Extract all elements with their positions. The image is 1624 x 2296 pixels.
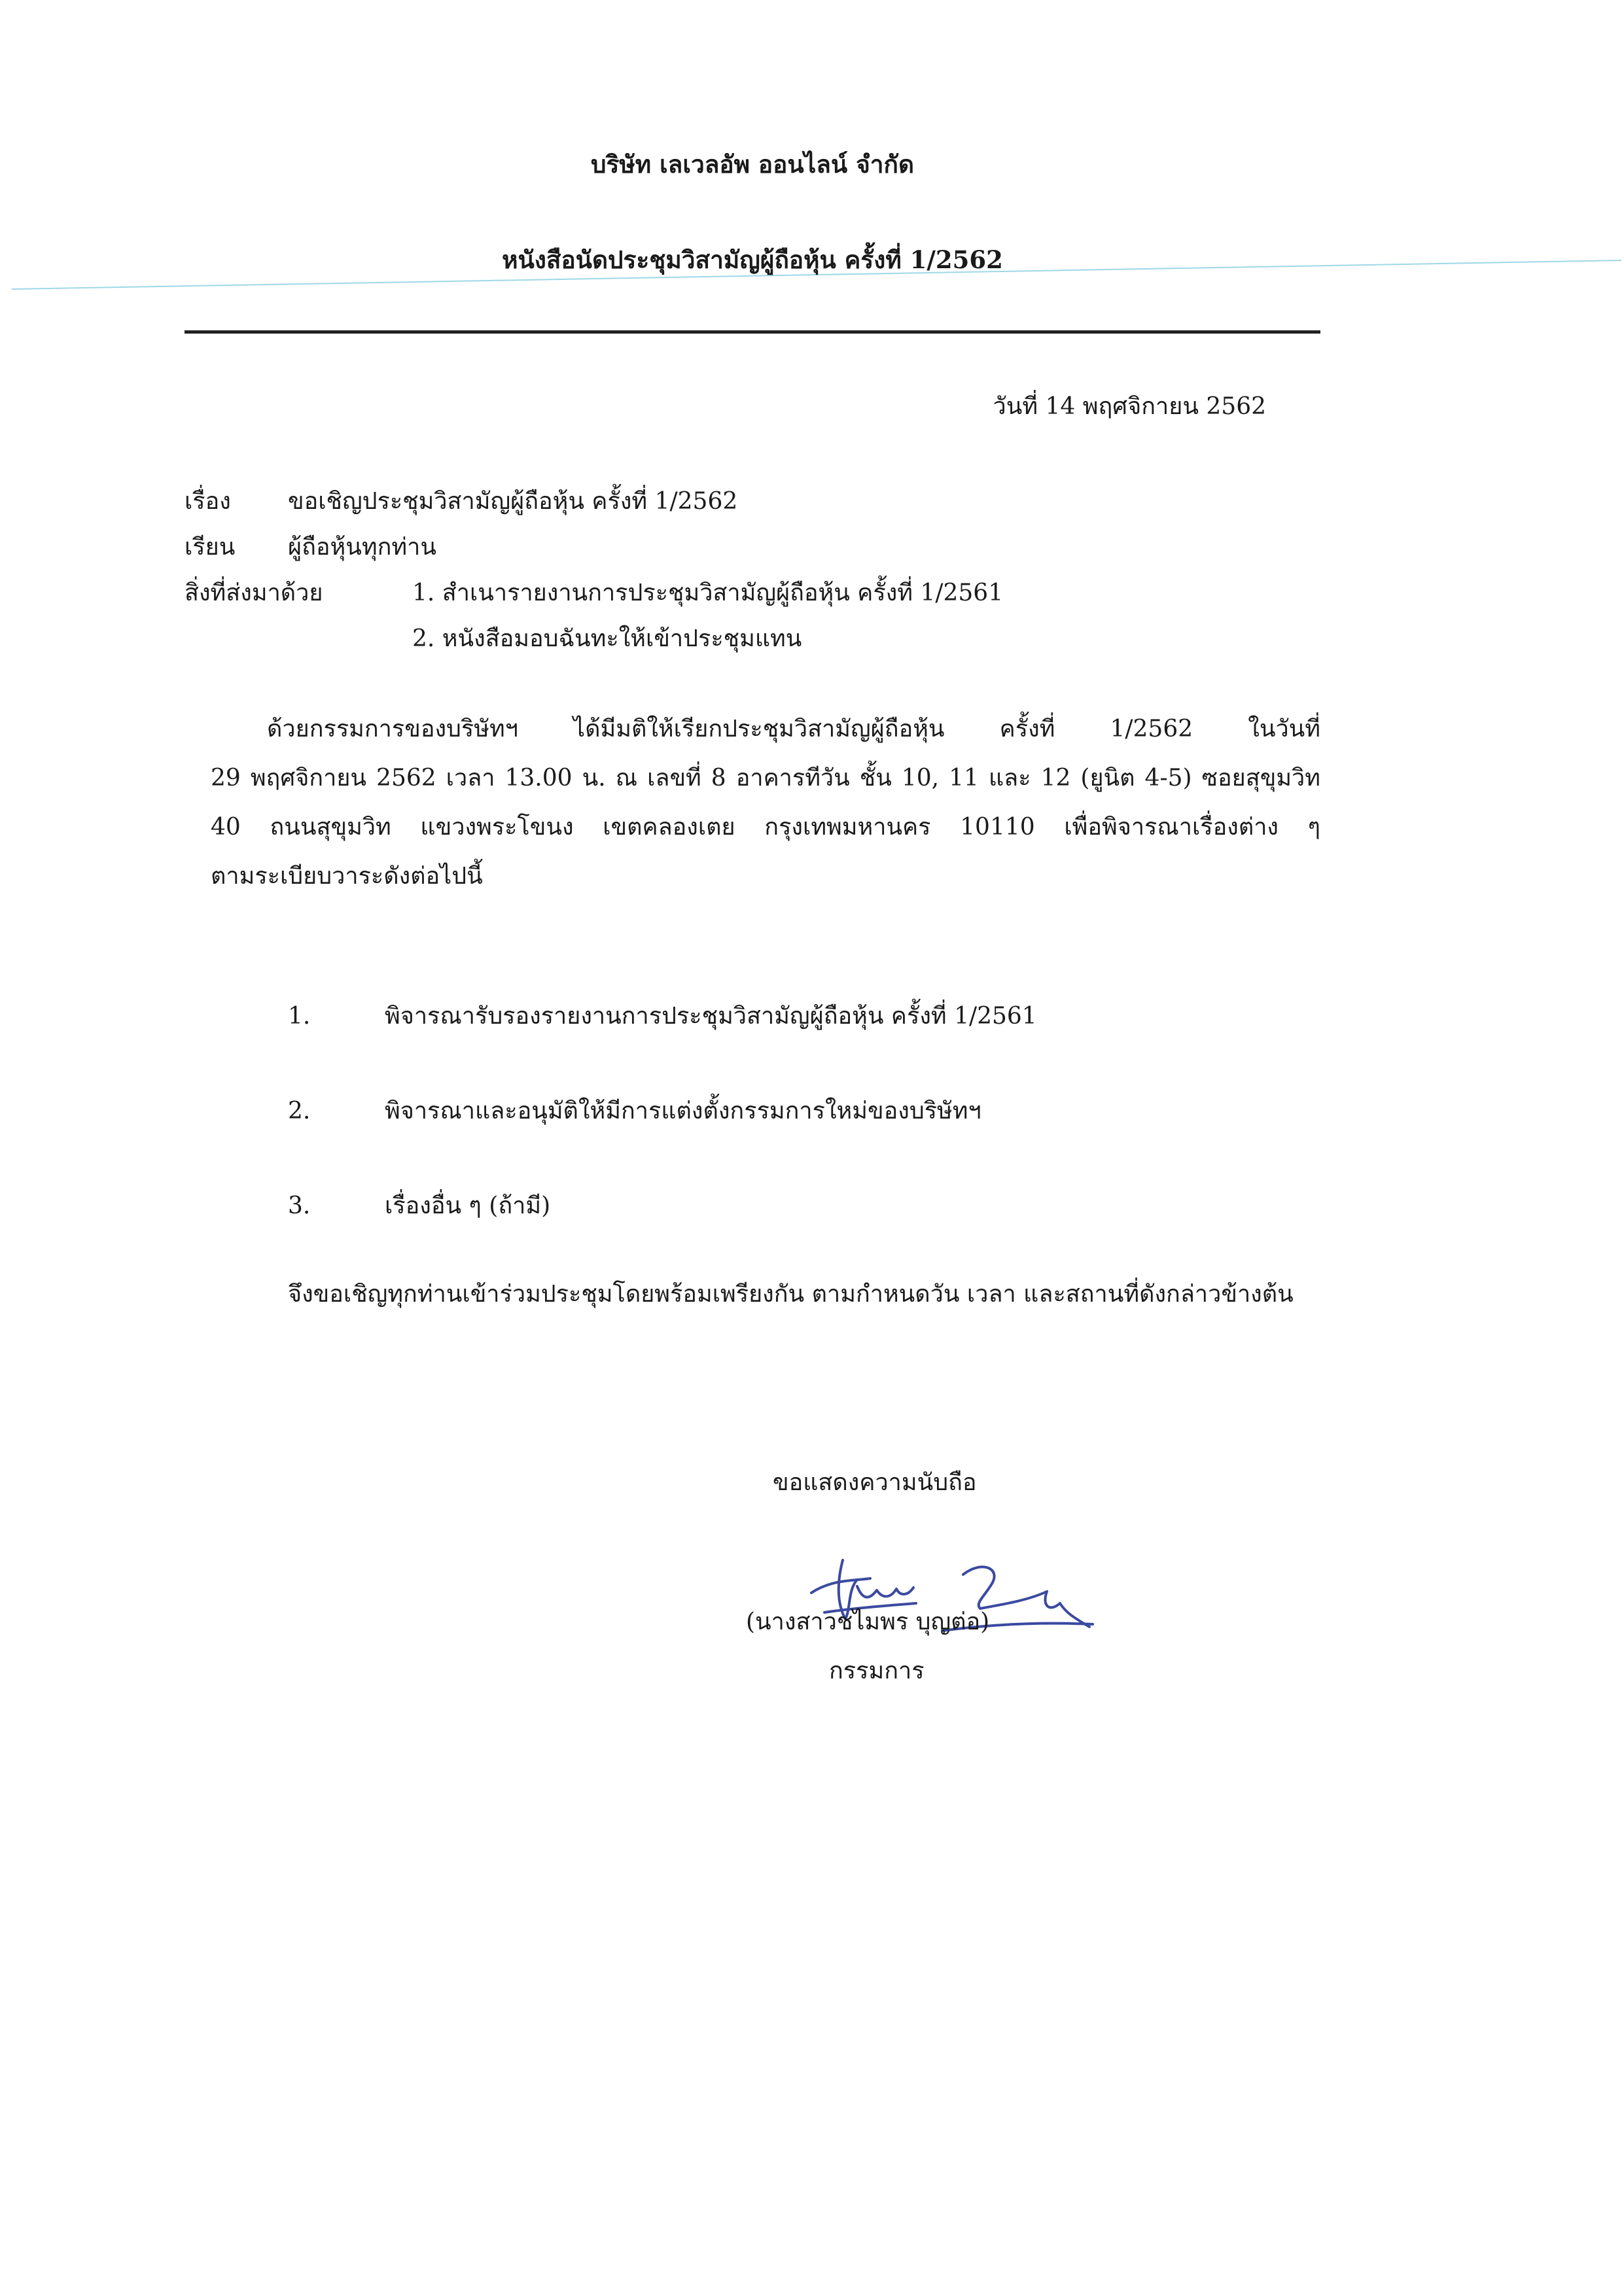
body-paragraph-line: 40 ถนนสุขุมวิท แขวงพระโขนง เขตคลองเตย กรุงเทพมหานคร 10110 เพื่อพิจารณาเรื่องต่าง ๆ [211, 814, 1320, 841]
enclosure-item: 2. หนังสือมอบฉันทะให้เข้าประชุมแทน [412, 625, 802, 652]
agenda-item-number: 1. [288, 1003, 311, 1030]
agenda-item-text: พิจารณาและอนุมัติให้มีการแต่งตั้งกรรมการใหม่ของบริษัทฯ [385, 1098, 981, 1124]
agenda-item-text: พิจารณารับรองรายงานการประชุมวิสามัญผู้ถือหุ้น ครั้งที่ 1/2561 [385, 1003, 1037, 1030]
recipient-label: เรียน [185, 534, 236, 561]
document-title: หนังสือนัดประชุมวิสามัญผู้ถือหุ้น ครั้งที่ 1/2562 [502, 245, 1003, 274]
body-paragraph-line: ตามระเบียบวาระดังต่อไปนี้ [211, 863, 483, 890]
agenda-item-number: 2. [288, 1098, 311, 1124]
regards-line: ขอแสดงความนับถือ [773, 1469, 977, 1496]
agenda-item-number: 3. [288, 1192, 311, 1219]
closing-sentence: จึงขอเชิญทุกท่านเข้าร่วมประชุมโดยพร้อมเพรียงกัน ตามกำหนดวัน เวลา และสถานที่ดังกล่าวข้างต้น [288, 1281, 1294, 1308]
company-name: บริษัท เลเวลอัพ ออนไลน์ จำกัด [590, 150, 914, 179]
body-paragraph-line: ด้วยกรรมการของบริษัทฯ ได้มีมติให้เรียกประชุมวิสามัญผู้ถือหุ้น ครั้งที่ 1/2562 ในวันที่ [267, 716, 1320, 742]
document-date: วันที่ 14 พฤศจิกายน 2562 [993, 393, 1266, 420]
signer-title: กรรมการ [829, 1658, 925, 1684]
subject-text: ขอเชิญประชุมวิสามัญผู้ถือหุ้น ครั้งที่ 1/2562 [288, 488, 738, 515]
subject-label: เรื่อง [185, 488, 231, 515]
header-divider [185, 330, 1320, 334]
recipient-text: ผู้ถือหุ้นทุกท่าน [288, 534, 436, 561]
body-paragraph-line: 29 พฤศจิกายน 2562 เวลา 13.00 น. ณ เลขที่ 8 อาคารทีวัน ชั้น 10, 11 และ 12 (ยูนิต 4-5) ซอยสุขุมวิท [211, 765, 1320, 791]
agenda-item-text: เรื่องอื่น ๆ (ถ้ามี) [385, 1192, 551, 1219]
enclosure-item: 1. สำเนารายงานการประชุมวิสามัญผู้ถือหุ้น ครั้งที่ 1/2561 [412, 580, 1004, 606]
enclosures-label: สิ่งที่ส่งมาด้วย [185, 580, 323, 606]
signer-name: (นางสาวชไมพร บุญต่อ) [746, 1609, 990, 1635]
